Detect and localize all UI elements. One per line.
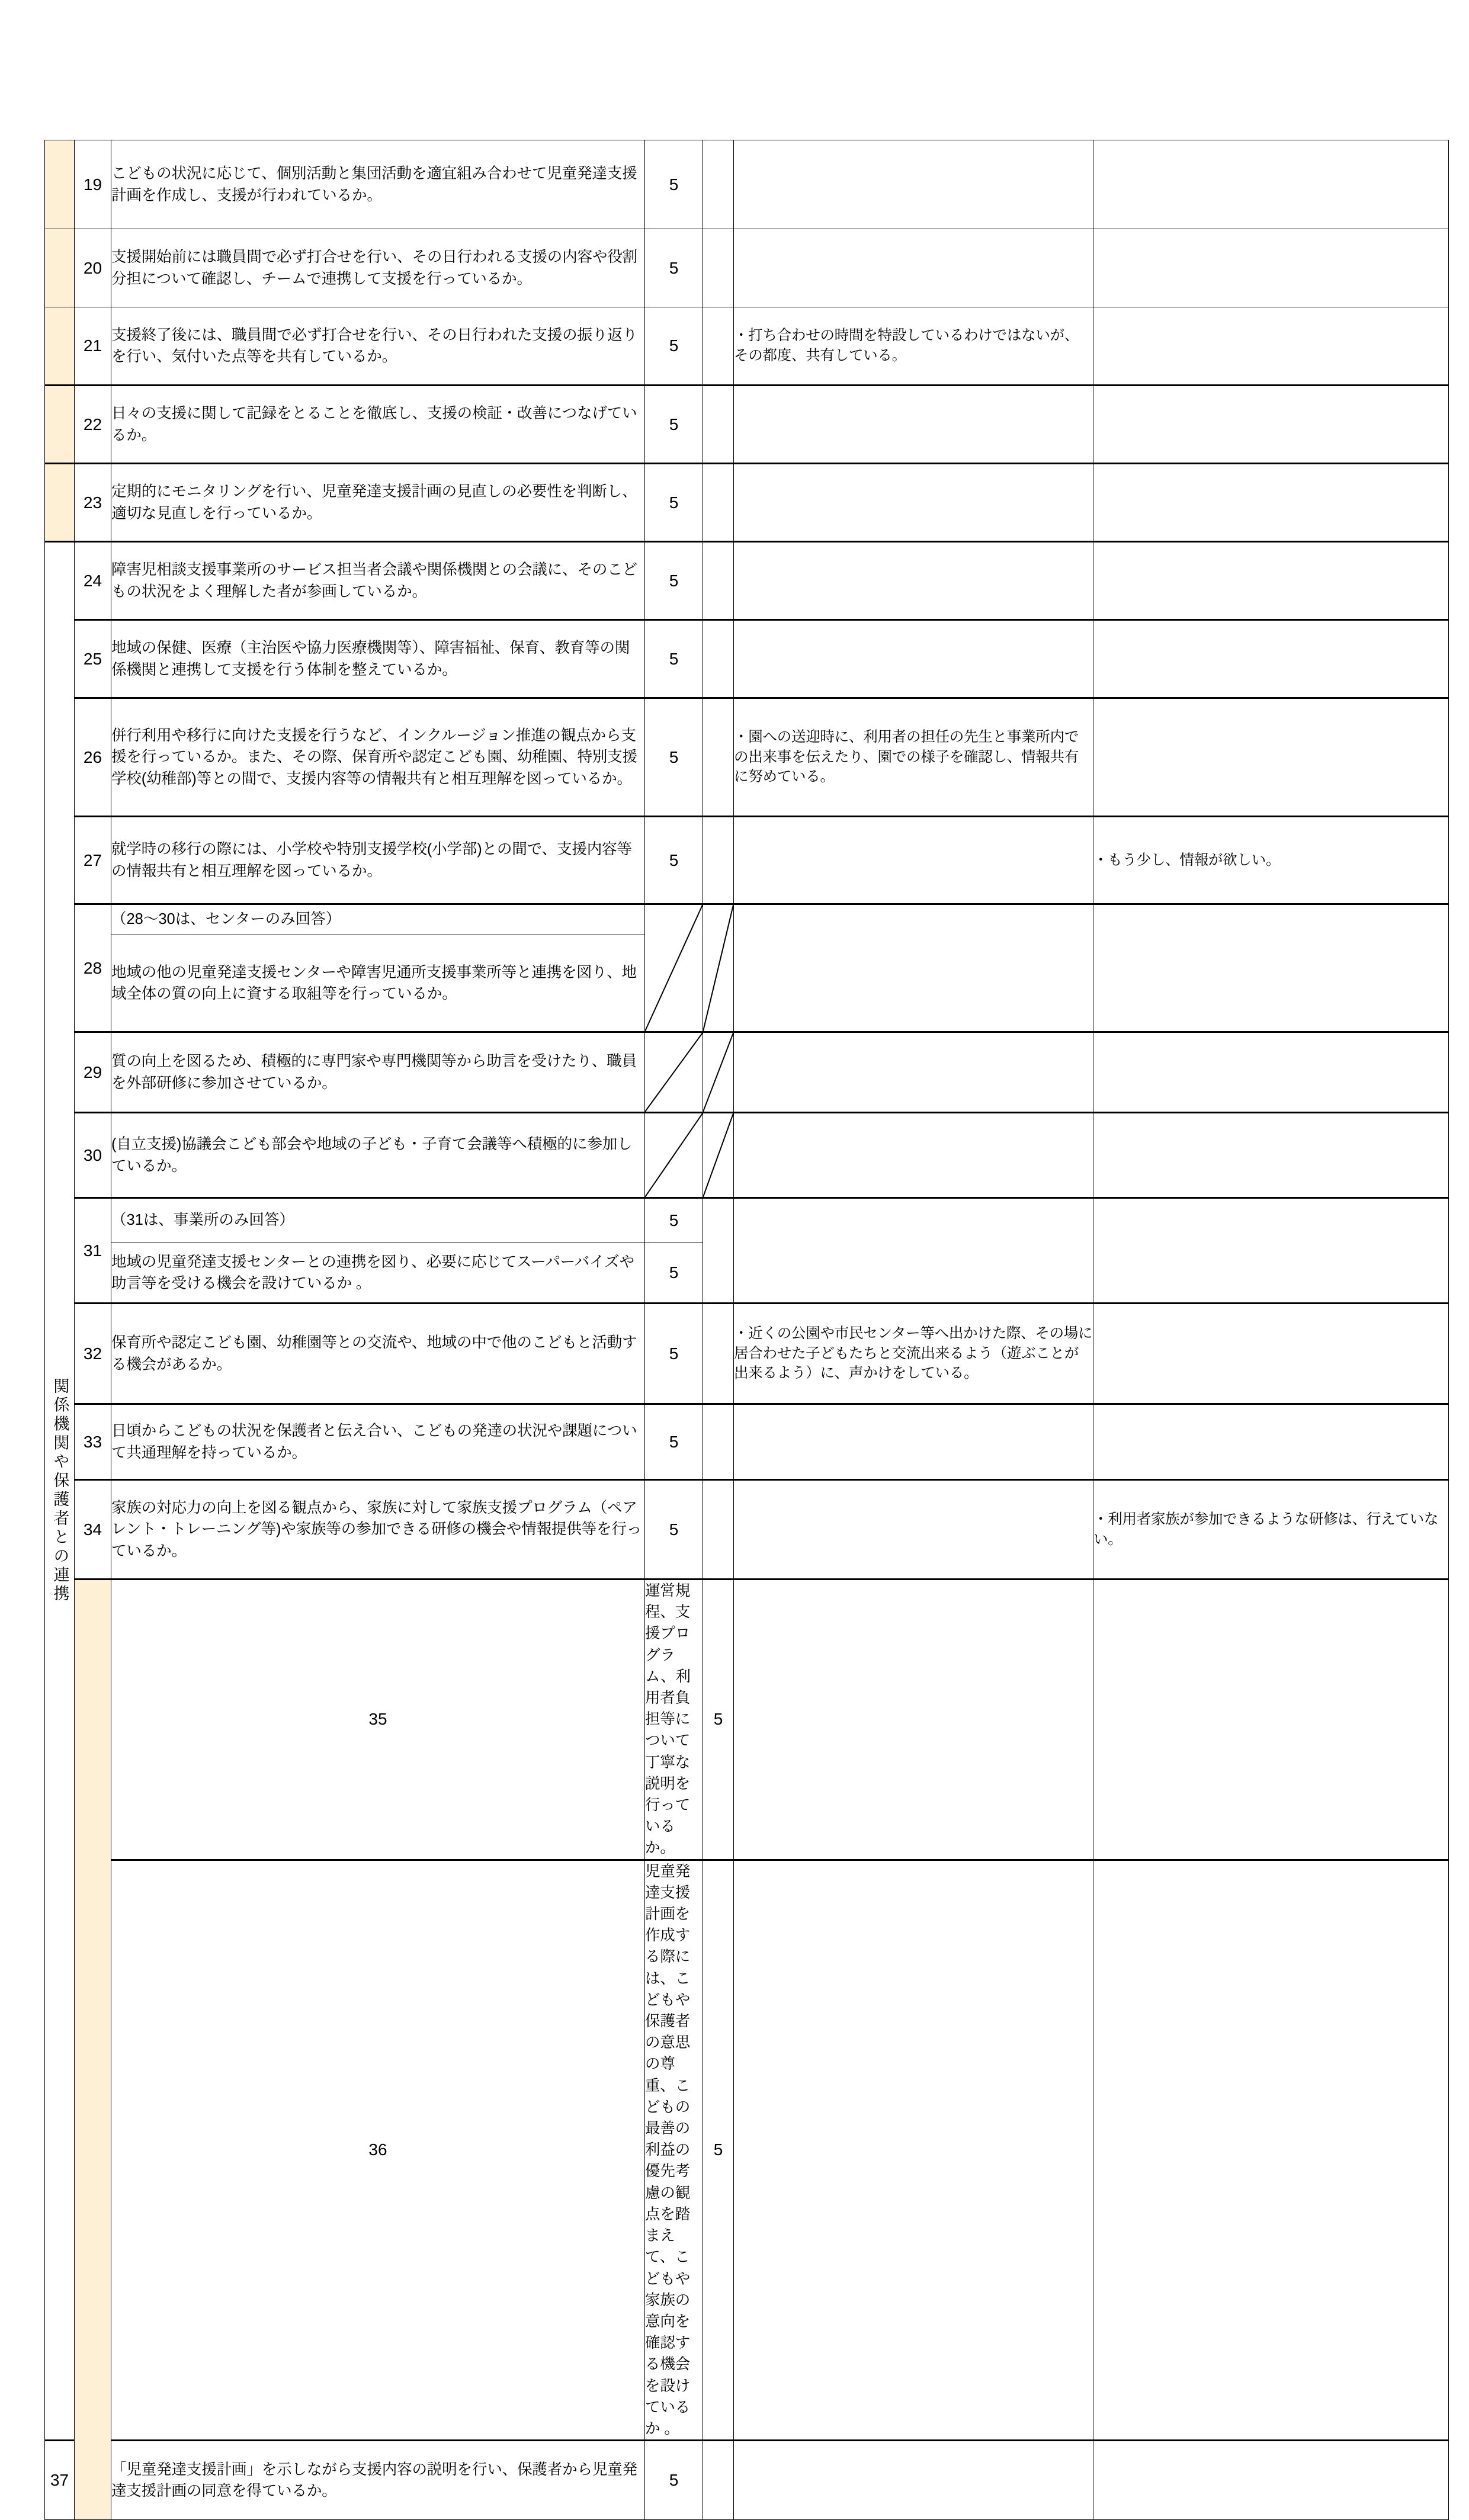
- diagonal-slash-icon: [703, 1113, 733, 1197]
- note-cell[interactable]: [734, 620, 1093, 698]
- note-cell[interactable]: [734, 229, 1093, 307]
- assessment-table: [44, 140, 1449, 2520]
- check-item-text: 保育所や認定こども園、幼稚園等との交流や、地域の中で他のこどもと活動する機会があるか。: [111, 1304, 645, 1404]
- table-row: [45, 1404, 1449, 1480]
- row-number: 23: [75, 464, 111, 542]
- score-cell-slashed[interactable]: [645, 1032, 703, 1113]
- note2-cell[interactable]: [1093, 1404, 1449, 1480]
- note2-cell[interactable]: ・もう少し、情報が欲しい。: [1093, 817, 1449, 904]
- row-number: 30: [75, 1113, 111, 1198]
- diagonal-slash-icon: [645, 1113, 703, 1197]
- note2-cell[interactable]: ・利用者家族が参加できるような研修は、行えていない。: [1093, 1480, 1449, 1580]
- check-item-text: 児童発達支援計画を作成する際には、こどもや保護者の意思の尊重、こどもの最善の利益の優先考慮の観点を踏まえて、こどもや家族の意向を確認する機会を設けているか 。: [645, 1860, 703, 2440]
- score-cell[interactable]: 5: [645, 464, 703, 542]
- blank-cell[interactable]: [703, 2441, 734, 2520]
- row-number: 29: [75, 1032, 111, 1113]
- check-item-text: 家族の対応力の向上を図る観点から、家族に対して家族支援プログラム（ペアレント・トレーニング等)や家族等の参加できる研修の機会や情報提供等を行っているか。: [111, 1480, 645, 1580]
- row-number: 32: [75, 1304, 111, 1404]
- category-spine-cell: [75, 1580, 111, 2520]
- table-row: [45, 1113, 1449, 1198]
- category-spine-cell: [45, 229, 75, 307]
- blank-cell[interactable]: [703, 1404, 734, 1480]
- row-number: 19: [75, 140, 111, 229]
- table-row: [45, 1480, 1449, 1580]
- row-number: 31: [75, 1198, 111, 1304]
- note2-cell[interactable]: [1093, 307, 1449, 386]
- blank-cell[interactable]: [703, 1198, 734, 1304]
- note-cell[interactable]: [734, 1480, 1093, 1580]
- blank-cell[interactable]: [703, 817, 734, 904]
- note2-cell[interactable]: [1093, 620, 1449, 698]
- score-cell[interactable]: 5: [645, 307, 703, 386]
- note-cell[interactable]: [734, 817, 1093, 904]
- row-number: 35: [111, 1580, 645, 1860]
- category-label: 関係機関や保護者との連携: [51, 1378, 69, 1604]
- notice-text-office-only: （31は、事業所のみ回答）: [111, 1198, 645, 1243]
- score-cell[interactable]: 5: [645, 1480, 703, 1580]
- blank-cell[interactable]: [703, 1304, 734, 1404]
- table-row: [45, 817, 1449, 904]
- check-item-text: こどもの状況に応じて、個別活動と集団活動を適宜組み合わせて児童発達支援計画を作成し、支援が行われているか。: [111, 140, 645, 229]
- score-cell-slashed[interactable]: [645, 1113, 703, 1198]
- row-number: 28: [75, 904, 111, 1032]
- note2-cell[interactable]: [1093, 386, 1449, 464]
- table-row-notice: [45, 904, 1449, 935]
- note-cell[interactable]: [734, 140, 1093, 229]
- note2-cell[interactable]: [1093, 1113, 1449, 1198]
- row-number: 37: [45, 2441, 75, 2520]
- row-number: 27: [75, 817, 111, 904]
- score-cell[interactable]: 5: [645, 542, 703, 620]
- row-number: 22: [75, 386, 111, 464]
- note2-cell[interactable]: [1093, 698, 1449, 817]
- check-item-text: 質の向上を図るため、積極的に専門家や専門機関等から助言を受けたり、職員を外部研修に参加させているか。: [111, 1032, 645, 1113]
- score-cell[interactable]: 5: [645, 140, 703, 229]
- diagonal-slash-icon: [703, 1033, 733, 1112]
- row-number: 26: [75, 698, 111, 817]
- table-row: [45, 2441, 1449, 2520]
- blank-cell[interactable]: [703, 464, 734, 542]
- note2-cell[interactable]: [1093, 1198, 1449, 1304]
- table-row: [45, 307, 1449, 386]
- score-cell-slashed[interactable]: [645, 904, 703, 1032]
- table-row: [45, 1304, 1449, 1404]
- table-row: [45, 1580, 1449, 1860]
- blank-cell[interactable]: [703, 386, 734, 464]
- note-cell[interactable]: [1093, 1580, 1449, 1860]
- table-row-notice: [45, 1198, 1449, 1243]
- check-item-text: 障害児相談支援事業所のサービス担当者会議や関係機関との会議に、そのこどもの状況をよく理解した者が参画しているか。: [111, 542, 645, 620]
- check-item-text: 地域の児童発達支援センターとの連携を図り、必要に応じてスーパーバイズや助言等を受ける機会を設けているか 。: [111, 1243, 645, 1304]
- table-row: [45, 1032, 1449, 1113]
- note2-cell[interactable]: [1093, 140, 1449, 229]
- check-item-text: 運営規程、支援プログラム、利用者負担等について丁寧な説明を行っているか。: [645, 1580, 703, 1860]
- blank-cell[interactable]: [703, 229, 734, 307]
- category-spine-cell: [45, 307, 75, 386]
- blank-cell[interactable]: [703, 307, 734, 386]
- check-item-text: (自立支援)協議会こども部会や地域の子ども・子育て会議等へ積極的に参加しているか。: [111, 1113, 645, 1198]
- note-cell[interactable]: [734, 1113, 1093, 1198]
- table-row: [45, 620, 1449, 698]
- table-row: [45, 386, 1449, 464]
- check-item-text: 日頃からこどもの状況を保護者と伝え合い、こどもの発達の状況や課題について共通理解を持っているか。: [111, 1404, 645, 1480]
- check-item-text: 日々の支援に関して記録をとることを徹底し、支援の検証・改善につなげているか。: [111, 386, 645, 464]
- table-row: [45, 698, 1449, 817]
- note2-cell[interactable]: [1093, 1032, 1449, 1113]
- check-item-text: 定期的にモニタリングを行い、児童発達支援計画の見直しの必要性を判断し、適切な見直しを行っているか。: [111, 464, 645, 542]
- table-row: [45, 229, 1449, 307]
- note-cell[interactable]: [734, 542, 1093, 620]
- note2-cell[interactable]: [1093, 542, 1449, 620]
- table-body: [45, 140, 1449, 2520]
- check-item-text: 地域の他の児童発達支援センターや障害児通所支援事業所等と連携を図り、地域全体の質の向上に資する取組等を行っているか。: [111, 935, 645, 1032]
- note2-cell[interactable]: [1093, 2441, 1449, 2520]
- note2-cell[interactable]: [1093, 904, 1449, 1032]
- note-cell[interactable]: ・園への送迎時に、利用者の担任の先生と事業所内での出来事を伝えたり、園での様子を確認し、情報共有に努めている。: [734, 698, 1093, 817]
- diagonal-slash-icon: [645, 1033, 703, 1112]
- score-cell[interactable]: 5: [645, 698, 703, 817]
- blank-cell[interactable]: [703, 140, 734, 229]
- row-number: 20: [75, 229, 111, 307]
- check-item-text: 地域の保健、医療（主治医や協力医療機関等）、障害福祉、保育、教育等の関係機関と連携して支援を行う体制を整えているか。: [111, 620, 645, 698]
- note2-cell[interactable]: [1093, 464, 1449, 542]
- note-cell[interactable]: [734, 464, 1093, 542]
- note2-cell[interactable]: [1093, 1304, 1449, 1404]
- blank-cell[interactable]: [734, 1580, 1093, 1860]
- score-cell[interactable]: 5: [645, 2441, 703, 2520]
- check-item-text: 支援終了後には、職員間で必ず打合せを行い、その日行われた支援の振り返りを行い、気付いた点等を共有しているか。: [111, 307, 645, 386]
- notice-text-center-only: （28〜30は、センターのみ回答）: [111, 904, 645, 935]
- category-spine-cell: [45, 386, 75, 464]
- note-cell[interactable]: [734, 386, 1093, 464]
- check-item-text: 支援開始前には職員間で必ず打合せを行い、その日行われる支援の内容や役割分担について確認し、チームで連携して支援を行っているか。: [111, 229, 645, 307]
- table-row: [45, 1860, 1449, 2440]
- diagonal-slash-icon: [703, 905, 733, 1031]
- score-cell[interactable]: 5: [645, 620, 703, 698]
- category-spine-cell: [45, 140, 75, 229]
- score-cell[interactable]: 5: [645, 1243, 703, 1304]
- table-row: [45, 542, 1449, 620]
- blank-cell-slashed[interactable]: [703, 1032, 734, 1113]
- note-cell[interactable]: ・打ち合わせの時間を特設しているわけではないが、その都度、共有している。: [734, 307, 1093, 386]
- blank-cell[interactable]: [703, 542, 734, 620]
- blank-cell-slashed[interactable]: [703, 904, 734, 1032]
- note-cell[interactable]: [734, 1404, 1093, 1480]
- row-number: 34: [75, 1480, 111, 1580]
- blank-cell[interactable]: [703, 698, 734, 817]
- score-cell[interactable]: 5: [645, 817, 703, 904]
- row-number: 24: [75, 542, 111, 620]
- blank-cell[interactable]: [703, 620, 734, 698]
- row-number: 25: [75, 620, 111, 698]
- blank-cell[interactable]: [703, 1480, 734, 1580]
- score-cell[interactable]: 5: [645, 1404, 703, 1480]
- row-number: 33: [75, 1404, 111, 1480]
- note-cell[interactable]: [734, 1198, 1093, 1304]
- score-cell[interactable]: 5: [645, 229, 703, 307]
- note2-cell[interactable]: [1093, 229, 1449, 307]
- check-item-text: 併行利用や移行に向けた支援を行うなど、インクルージョン推進の観点から支援を行っているか。また、その際、保育所や認定こども園、幼稚園、特別支援学校(幼稚部)等との間で、支援内容等の情報共有と相互理解を図っているか。: [111, 698, 645, 817]
- score-cell[interactable]: 5: [645, 386, 703, 464]
- check-item-text: 「児童発達支援計画」を示しながら支援内容の説明を行い、保護者から児童発達支援計画の同意を得ているか。: [111, 2441, 645, 2520]
- row-number: 36: [111, 1860, 645, 2440]
- row-number: 21: [75, 307, 111, 386]
- category-spine: [45, 542, 75, 2441]
- diagonal-slash-icon: [645, 905, 703, 1031]
- category-spine-cell: [45, 464, 75, 542]
- score-cell[interactable]: 5: [703, 1580, 734, 1860]
- blank-cell-slashed[interactable]: [703, 1113, 734, 1198]
- note-cell[interactable]: [734, 2441, 1093, 2520]
- table-row: [45, 464, 1449, 542]
- score-cell[interactable]: 5: [703, 1860, 734, 2440]
- note-cell[interactable]: [1093, 1860, 1449, 2440]
- note-cell[interactable]: [734, 904, 1093, 1032]
- note-cell[interactable]: ・近くの公園や市民センター等へ出かけた際、その場に居合わせた子どもたちと交流出来るよう（遊ぶことが出来るよう）に、声かけをしている。: [734, 1304, 1093, 1404]
- check-item-text: 就学時の移行の際には、小学校や特別支援学校(小学部)との間で、支援内容等の情報共有と相互理解を図っているか。: [111, 817, 645, 904]
- table-row: [45, 140, 1449, 229]
- score-cell[interactable]: 5: [645, 1198, 703, 1243]
- note-cell[interactable]: [734, 1032, 1093, 1113]
- assessment-sheet: [44, 140, 1448, 2520]
- blank-cell[interactable]: [734, 1860, 1093, 2440]
- score-cell[interactable]: 5: [645, 1304, 703, 1404]
